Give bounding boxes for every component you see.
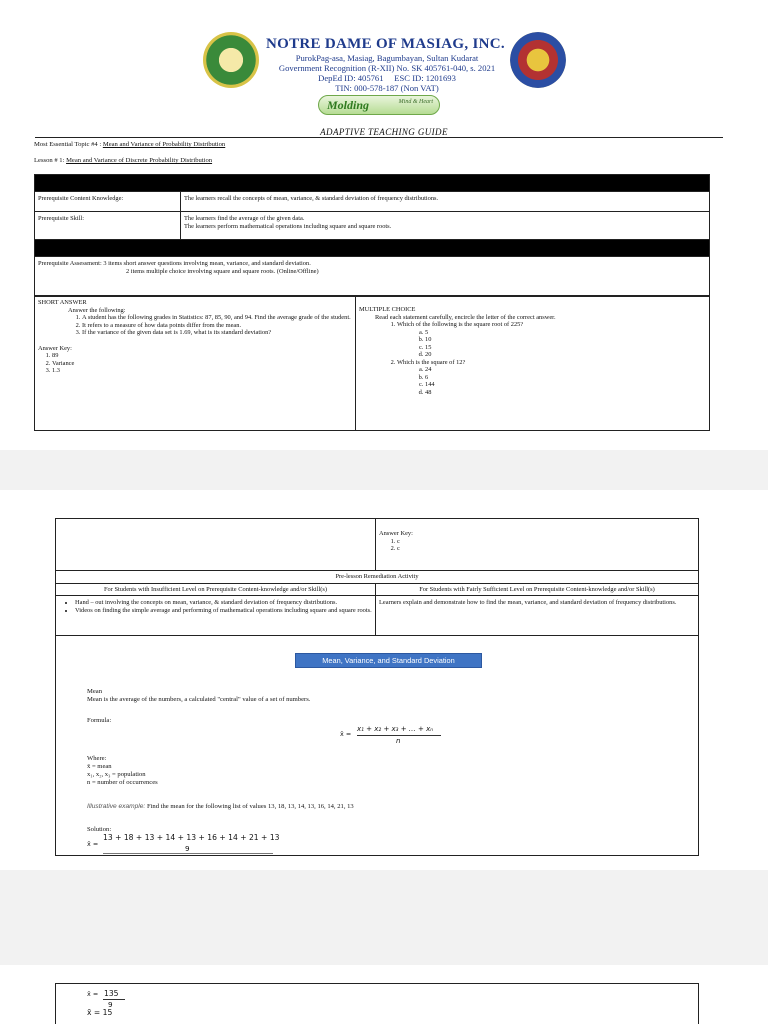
option-item: c. 15 bbox=[425, 344, 706, 352]
lesson-label: Lesson # 1: bbox=[34, 157, 67, 164]
solution-numerator: 13 + 18 + 13 + 14 + 13 + 16 + 14 + 21 + 13 bbox=[103, 833, 280, 842]
where-population: x₁, x₂, x₃ = population bbox=[87, 771, 146, 778]
formula-numerator: x₁ + x₂ + x₃ + … + xₙ bbox=[357, 725, 434, 733]
example-text: Find the mean for the following list of values 13, 18, 13, 14, 13, 16, 14, 21, 13 bbox=[146, 803, 354, 810]
list-item: 3. 1.3 bbox=[52, 367, 352, 375]
id-line bbox=[262, 73, 512, 83]
list-item: 3. If the variance of the given data set is 1.69, what is its standard deviation? bbox=[82, 329, 352, 337]
multiple-choice-key-cell bbox=[376, 519, 699, 571]
short-answer-cell bbox=[35, 296, 356, 431]
content-knowledge-label: Prerequisite Content Knowledge: bbox=[35, 192, 181, 212]
deped-id: DepEd ID: 405761 bbox=[318, 73, 384, 83]
multiple-choice-key bbox=[397, 538, 695, 553]
mean-definition: Mean is the average of the numbers, a calculated "central" value of a set of numbers. bbox=[87, 696, 311, 703]
formula-denominator: n bbox=[396, 737, 401, 745]
remediation-title: Pre-lesson Remediation Activity bbox=[56, 571, 699, 584]
black-section-bar bbox=[35, 175, 710, 192]
list-item: 2. c bbox=[397, 545, 695, 553]
option-item: b. 6 bbox=[425, 374, 706, 382]
solution-lhs: x̄ = bbox=[87, 840, 99, 848]
formula-lhs: x̄ = bbox=[340, 730, 352, 738]
multiple-choice-questions bbox=[397, 321, 706, 396]
fairly-sufficient-activities: Learners explain and demonstrate how to find the mean, variance, and standard deviation of frequency distributions. bbox=[376, 596, 699, 636]
topic-line bbox=[34, 141, 225, 148]
lesson-line bbox=[34, 157, 212, 164]
list-item: 1. 89 bbox=[52, 352, 352, 360]
question-2-options bbox=[425, 366, 706, 396]
formula-label: Formula: bbox=[87, 717, 112, 724]
school-name: NOTRE DAME OF MASIAG, INC. bbox=[266, 36, 505, 52]
prerequisite-table bbox=[34, 174, 710, 297]
option-item: d. 20 bbox=[425, 351, 706, 359]
short-answer-key bbox=[52, 352, 352, 375]
option-item: a. 5 bbox=[425, 329, 706, 337]
short-answer-key-heading: Answer Key: bbox=[38, 344, 72, 352]
where-mean: x̄ = mean bbox=[87, 763, 112, 770]
empty-cell bbox=[56, 519, 376, 571]
multiple-choice-cell bbox=[356, 296, 710, 431]
diocese-seal-logo bbox=[510, 32, 566, 88]
option-item: d. 48 bbox=[425, 389, 706, 397]
esc-id: ESC ID: 1201693 bbox=[394, 73, 456, 83]
list-item: • Videos on finding the simple average and performing of mathematical operations including square and square roots. bbox=[75, 607, 372, 615]
remediation-list bbox=[75, 599, 372, 614]
solution-fraction-bar bbox=[103, 853, 273, 854]
skill-line-1: The learners find the average of the given data. bbox=[184, 215, 305, 222]
multiple-choice-instruction: Read each statement carefully, encircle the letter of the correct answer. bbox=[375, 313, 556, 321]
option-item: a. 24 bbox=[425, 366, 706, 374]
example-label: Illustrative example: bbox=[87, 803, 146, 810]
option-item: b. 10 bbox=[425, 336, 706, 344]
list-item: • Hand – out involving the concepts on mean, variance, & standard deviation of frequency distributions. bbox=[75, 599, 372, 607]
multiple-choice-heading: MULTIPLE CHOICE bbox=[359, 306, 416, 313]
step2-numerator: 135 bbox=[104, 989, 119, 998]
insufficient-level-activities bbox=[56, 596, 376, 636]
header-divider bbox=[35, 137, 723, 138]
school-address: PurokPag-asa, Masiag, Bagumbayan, Sultan Kudarat bbox=[295, 53, 479, 63]
content-knowledge-value: The learners recall the concepts of mean, variance, & standard deviation of frequency distributions. bbox=[181, 192, 710, 212]
list-item: 1. c bbox=[397, 538, 695, 546]
fairly-sufficient-header: For Students with Fairly Sufficient Level on Prerequisite Content-knowledge and/or Skill(s) bbox=[376, 583, 699, 596]
assessment-line-1: Prerequisite Assessment: 3 items short answer questions involving mean, variance, and standard deviation. bbox=[38, 260, 311, 267]
short-answer-instruction: Answer the following: bbox=[68, 306, 126, 314]
question-1-text: Which of the following is the square root of 225? bbox=[397, 321, 524, 328]
list-item bbox=[397, 359, 706, 397]
guide-title: ADAPTIVE TEACHING GUIDE bbox=[320, 127, 448, 137]
illustrative-example bbox=[87, 803, 354, 811]
option-item: c. 144 bbox=[425, 381, 706, 389]
solution-denominator: 9 bbox=[185, 844, 190, 853]
where-occurrences: n = number of occurrences bbox=[87, 779, 158, 786]
continued-lesson-box bbox=[55, 983, 699, 1024]
black-section-bar-2 bbox=[35, 240, 710, 257]
prerequisite-assessment bbox=[35, 257, 710, 297]
page-three bbox=[0, 965, 768, 1024]
step2-lhs: x̄ = bbox=[87, 990, 99, 998]
short-answer-questions bbox=[82, 314, 352, 337]
badge-small-text: Mind & Heart bbox=[398, 99, 433, 105]
assessment-items-table bbox=[34, 295, 710, 431]
insufficient-level-header: For Students with Insufficient Level on Prerequisite Content-knowledge and/or Skill(s) bbox=[56, 583, 376, 596]
government-recognition: Government Recognition (R-XII) No. SK 405761-040, s. 2021 bbox=[278, 63, 496, 73]
step2-denominator: 9 bbox=[108, 1000, 113, 1009]
skill-line-2: The learners perform mathematical operations including square and square roots. bbox=[184, 222, 392, 230]
lesson-topic-banner: Mean, Variance, and Standard Deviation bbox=[295, 653, 482, 668]
page-one bbox=[0, 0, 768, 450]
mean-heading: Mean bbox=[87, 688, 103, 695]
molding-badge-logo bbox=[318, 95, 440, 115]
lesson-content-cell bbox=[56, 636, 699, 856]
assessment-line-2: 2 items multiple choice involving square and square roots. (Online/Offline) bbox=[126, 267, 319, 275]
list-item: 2. It refers to a measure of how data points differ from the mean. bbox=[82, 322, 352, 330]
where-label: Where: bbox=[87, 755, 107, 762]
prerequisite-skill-value bbox=[181, 212, 710, 240]
tin-number: TIN: 000-578-187 (Non VAT) bbox=[335, 83, 439, 93]
lesson-value: Mean and Variance of Discrete Probability Distribution bbox=[66, 157, 213, 164]
list-item bbox=[397, 321, 706, 359]
topic-label: Most Essential Topic #4 : bbox=[34, 141, 103, 148]
multiple-choice-key-heading: Answer Key: bbox=[379, 530, 413, 537]
prerequisite-skill-label: Prerequisite Skill: bbox=[35, 212, 181, 240]
step3-result: x̄ = 15 bbox=[87, 1008, 113, 1017]
list-item: 2. Variance bbox=[52, 360, 352, 368]
topic-value: Mean and Variance of Probability Distribution bbox=[102, 141, 226, 148]
question-2-text: Which is the square of 12? bbox=[397, 358, 466, 366]
list-item: 1. A student has the following grades in Statistics: 87, 85, 90, and 94. Find the average grade of the student. bbox=[82, 314, 352, 322]
solution-label: Solution: bbox=[87, 826, 112, 833]
step2-fraction-bar bbox=[103, 999, 125, 1000]
badge-text: Molding bbox=[327, 98, 370, 112]
school-seal-logo bbox=[203, 32, 259, 88]
short-answer-heading: SHORT ANSWER bbox=[38, 299, 87, 306]
question-1-options bbox=[425, 329, 706, 359]
page-two bbox=[0, 490, 768, 870]
formula-fraction-bar bbox=[357, 735, 441, 736]
